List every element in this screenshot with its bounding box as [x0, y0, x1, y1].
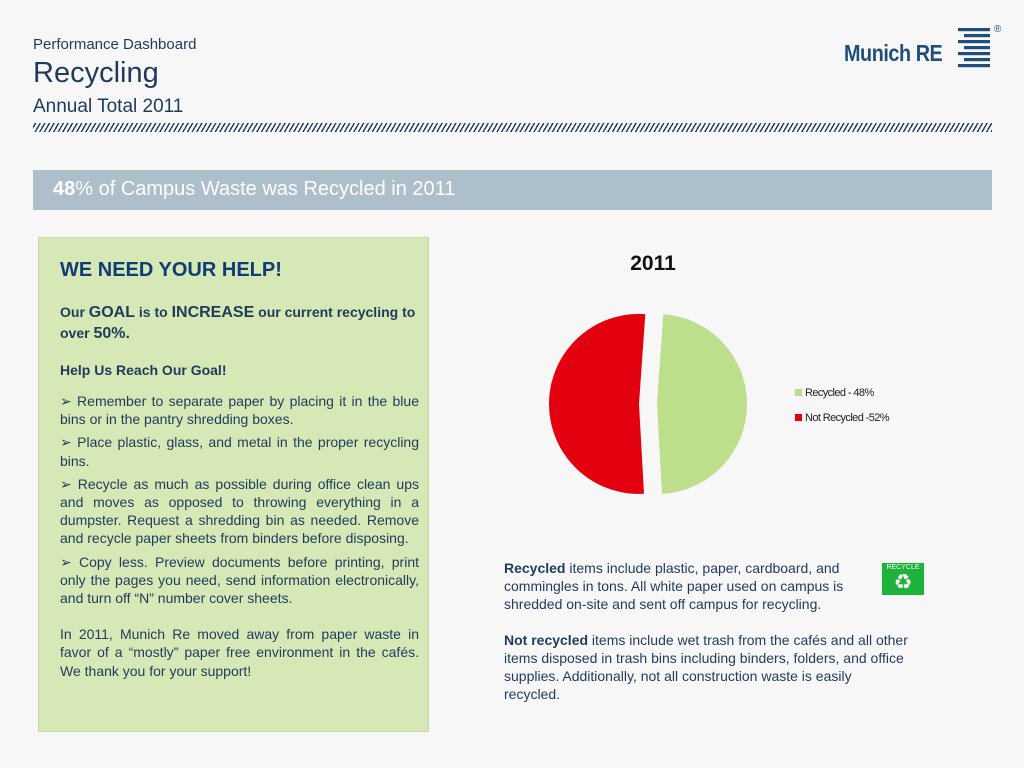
help-heading: WE NEED YOUR HELP! — [60, 259, 282, 281]
recycle-badge-label: RECYCLE — [886, 564, 920, 571]
legend-swatch-not-recycled — [795, 414, 802, 421]
pie-slice-not-recycled — [549, 314, 645, 494]
waste-descriptions — [504, 559, 909, 721]
chart-title: 2011 — [630, 252, 676, 275]
logo-wordmark: Munich RE — [844, 40, 943, 66]
tips-list — [60, 392, 419, 607]
reach-goal-heading: Help Us Reach Our Goal! — [60, 362, 227, 378]
list-item: ➢ Recycle as much as possible during office clean ups and moves as opposed to throwing everything in a dumpster. Request a shredding bin as needed. Remove and recycle paper sheets from binders before disposing. — [60, 475, 419, 547]
page-title: Recycling — [33, 57, 159, 89]
list-item: ➢ Place plastic, glass, and metal in the proper recycling bins. — [60, 434, 419, 469]
recycling-pie-chart — [540, 308, 760, 508]
not-recycled-description: Not recycled items include wet trash from the cafés and all other items disposed in trash bins including binders, folders, and office supplies. Additionally, not all construction waste is easily recycled. — [504, 632, 908, 702]
help-panel — [38, 237, 429, 732]
list-item: ➢ Copy less. Preview documents before printing, print only the pages you need, send information electronically, and turn off “N” number cover sheets. — [60, 553, 420, 607]
bullet-arrow-icon: ➢ — [60, 434, 72, 451]
chart-legend — [795, 380, 889, 430]
bullet-arrow-icon: ➢ — [60, 475, 72, 492]
headline-banner — [33, 170, 992, 210]
legend-swatch-recycled — [795, 389, 802, 396]
logo-mark-icon — [956, 22, 1004, 70]
header-kicker: Performance Dashboard — [33, 36, 197, 53]
legend-item-recycled: Recycled - 48% — [795, 380, 889, 405]
header-divider — [33, 123, 992, 132]
banner-caption: % of Campus Waste was Recycled in 2011 — [75, 178, 456, 200]
banner-text — [53, 178, 455, 201]
munich-re-logo — [844, 22, 1004, 72]
page-subtitle: Annual Total 2011 — [33, 96, 184, 117]
list-item: ➢ Remember to separate paper by placing it in the blue bins or in the pantry shredding boxes. — [60, 393, 419, 428]
logo-registered: ® — [994, 24, 1002, 35]
closing-message: In 2011, Munich Re moved away from paper waste in favor of a “mostly” paper free environment in the cafés. We thank you for your support! — [60, 626, 419, 679]
recycle-icon: ♻ — [893, 571, 913, 594]
legend-item-not-recycled: Not Recycled -52% — [795, 405, 889, 430]
bullet-arrow-icon: ➢ — [60, 393, 72, 409]
banner-percent: 48 — [53, 178, 76, 200]
goal-statement: Our GOAL is to INCREASE our current recycling to over 50%. — [60, 304, 416, 342]
recycled-description: Recycled items include plastic, paper, cardboard, and commingles in tons. All white paper used on campus is shredded on-site and sent off campus for recycling. — [504, 560, 844, 612]
recycle-badge — [882, 563, 924, 595]
pie-slice-recycled — [657, 314, 747, 494]
bullet-arrow-icon: ➢ — [60, 553, 72, 570]
